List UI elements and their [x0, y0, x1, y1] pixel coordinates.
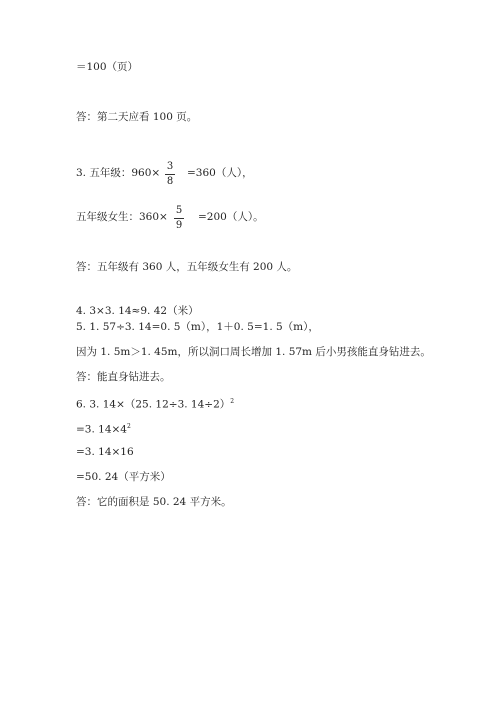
line-answer-grade5: 答：五年级有 360 人，五年级女生有 200 人。 [76, 261, 298, 273]
line-answer-area: 答：它的面积是 50. 24 平方米。 [76, 496, 232, 508]
line-problem-6 [76, 395, 234, 412]
line-answer-day2: 答：第二天应看 100 页。 [76, 111, 198, 123]
grade5-total-result: =360（人）， [187, 167, 253, 179]
fraction-numerator: 3 [166, 161, 174, 172]
fraction-numerator: 5 [175, 205, 183, 216]
line-problem-4: 4. 3×3. 14≈9. 42（米） [76, 305, 199, 317]
fraction-3-8 [165, 161, 175, 188]
exponent: 2 [230, 398, 235, 405]
line-step-3: =50. 24（平方米） [76, 471, 171, 483]
line-answer-enter: 答：能直身钻进去。 [76, 371, 171, 383]
line-step-2: =3. 14×16 [76, 446, 134, 458]
grade5-total-prefix: 3. 五年级：960× [76, 167, 161, 179]
fraction-bar [174, 218, 184, 219]
grade5-girls-prefix: 五年级女生：360× [76, 211, 168, 223]
fraction-bar [165, 174, 175, 175]
fraction-denominator: 9 [175, 220, 183, 231]
step-1-expression: =3. 14×4 [76, 423, 127, 436]
line-result-pages: ＝100（页） [76, 61, 139, 73]
grade5-girls-result: =200（人）。 [198, 211, 264, 223]
line-reason: 因为 1. 5m＞1. 45m，所以洞口周长增加 1. 57m 后小男孩能直身钻进去。 [76, 346, 431, 358]
fraction-denominator: 8 [166, 176, 174, 187]
line-step-1 [76, 420, 131, 437]
line-problem-5: 5. 1. 57÷3. 14=0. 5（m），1＋0. 5=1. 5（m）， [76, 321, 319, 333]
exponent: 2 [127, 423, 131, 430]
fraction-5-9 [174, 205, 184, 232]
problem-6-expression: 6. 3. 14×（25. 12÷3. 14÷2） [76, 398, 231, 411]
